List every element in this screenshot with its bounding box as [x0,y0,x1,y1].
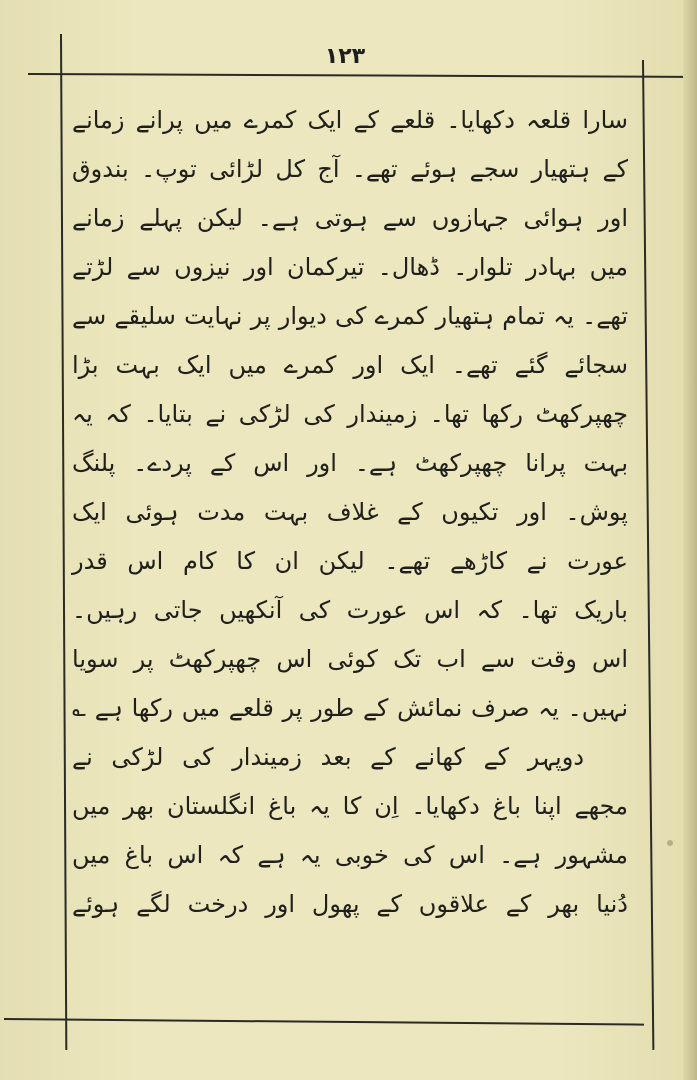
text-line: اور ہوائی جہازوں سے ہوتی ہے۔ لیکن پہلے زمانے [72,204,628,232]
text-line: سارا قلعہ دکھایا۔ قلعے کے ایک کمرے میں پرانے زمانے [72,106,628,134]
text-line: سجائے گئے تھے۔ ایک اور کمرے میں ایک بہت بڑا [72,351,628,379]
text-line: مشہور ہے۔ اس کی خوبی یہ ہے کہ اس باغ میں [72,841,628,869]
text-line: بہت پرانا چھپرکھٹ ہے۔ اور اس کے پردے۔ پلنگ [72,449,628,477]
right-border-line [642,60,654,1050]
top-border-line [28,73,683,78]
text-line: مجھے اپنا باغ دکھایا۔ اِن کا یہ باغ انگلستان بھر میں [72,792,628,820]
text-line: تھے۔ یہ تمام ہتھیار کمرے کی دیوار پر نہایت سلیقے سے [72,302,628,330]
body-text [66,96,634,929]
text-line: نہیں۔ یہ صرف نمائش کے طور پر قلعے میں رکھا ہے ؎ [72,694,628,722]
text-line: اس وقت سے اب تک کوئی اس چھپرکھٹ پر سویا [72,645,628,673]
paper-speck [667,840,673,846]
bottom-border-line [4,1018,644,1026]
page-number: ۱۲۳ [324,44,366,69]
page-edge-shadow [683,0,697,1080]
text-line: پوش۔ اور تکیوں کے غلاف بہت مدت ہوئی ایک [72,498,628,526]
text-line: چھپرکھٹ رکھا تھا۔ زمیندار کی لڑکی نے بتایا۔ کہ یہ [72,400,628,428]
text-line: میں بہادر تلوار۔ ڈھال۔ تیرکمان اور نیزوں سے لڑتے [72,253,628,281]
text-line: دُنیا بھر کے علاقوں کے پھول اور درخت لگے ہوئے [72,890,628,918]
text-line: عورت نے کاڑھے تھے۔ لیکن ان کا کام اس قدر [72,547,628,575]
text-line: کے ہتھیار سجے ہوئے تھے۔ آج کل لڑائی توپ۔ بندوق [72,155,628,183]
text-line: دوپہر کے کھانے کے بعد زمیندار کی لڑکی نے [72,743,584,771]
text-line: باریک تھا۔ کہ اس عورت کی آنکھیں جاتی رہیں۔ [72,596,628,624]
